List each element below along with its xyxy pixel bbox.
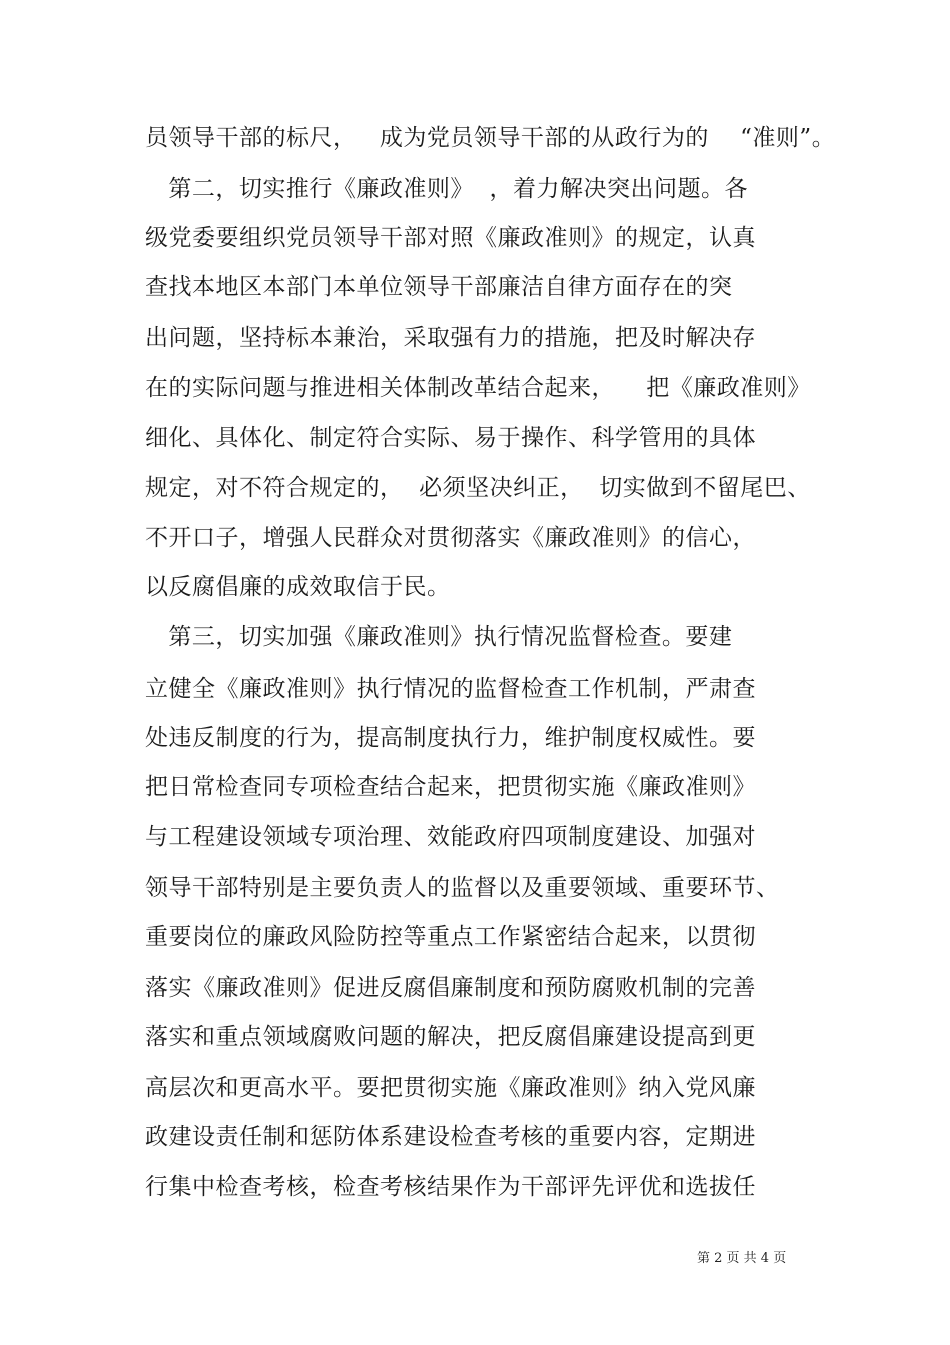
text-line: 行集中检查考核，检查考核结果作为干部评先评优和选拔任 [145, 1174, 756, 1200]
text-line: 落实和重点领域腐败问题的解决，把反腐倡廉建设提高到更 [145, 1024, 756, 1050]
text-line: 细化、具体化、制定符合实际、易于操作、科学管用的具体 [145, 425, 756, 451]
text-line: 以反腐倡廉的成效取信于民。 [145, 574, 451, 600]
text-line: 立健全《廉政准则》执行情况的监督检查工作机制，严肃查 [145, 676, 756, 702]
text-line: 与工程建设领域专项治理、效能政府四项制度建设、加强对 [145, 824, 756, 850]
text-line: 高层次和更高水平。要把贯彻实施《廉政准则》纳入党风廉 [145, 1075, 756, 1101]
text-line: 政建设责任制和惩防体系建设检查考核的重要内容，定期进 [145, 1124, 756, 1150]
text-line: 第三，切实加强《廉政准则》执行情况监督检查。要建 [145, 624, 733, 650]
text-line: 第二，切实推行《廉政准则》 ，着力解决突出问题。各 [145, 176, 749, 202]
text-line: 落实《廉政准则》促进反腐倡廉制度和预防腐败机制的完善 [145, 975, 756, 1001]
text-line: 领导干部特别是主要负责人的监督以及重要领域、重要环节、 [145, 875, 780, 901]
page-number: 第 2 页 共 4 页 [697, 1251, 787, 1266]
text-line: 级党委要组织党员领导干部对照《廉政准则》的规定，认真 [145, 225, 756, 251]
text-line: 查找本地区本部门本单位领导干部廉洁自律方面存在的突 [145, 274, 733, 300]
text-line: 不开口子，增强人民群众对贯彻落实《廉政准则》的信心， [145, 525, 756, 551]
text-line: 员领导干部的标尺， 成为党员领导干部的从政行为的 “准则”。 [145, 125, 836, 151]
text-line: 处违反制度的行为，提高制度执行力，维护制度权威性。要 [145, 725, 756, 751]
text-line: 出问题，坚持标本兼治，采取强有力的措施，把及时解决存 [145, 325, 756, 351]
text-line: 重要岗位的廉政风险防控等重点工作紧密结合起来，以贯彻 [145, 924, 756, 950]
text-line: 规定，对不符合规定的， 必须坚决纠正， 切实做到不留尾巴、 [145, 475, 811, 501]
text-line: 把日常检查同专项检查结合起来，把贯彻实施《廉政准则》 [145, 774, 756, 800]
text-line: 在的实际问题与推进相关体制改革结合起来， 把《廉政准则》 [145, 375, 811, 401]
